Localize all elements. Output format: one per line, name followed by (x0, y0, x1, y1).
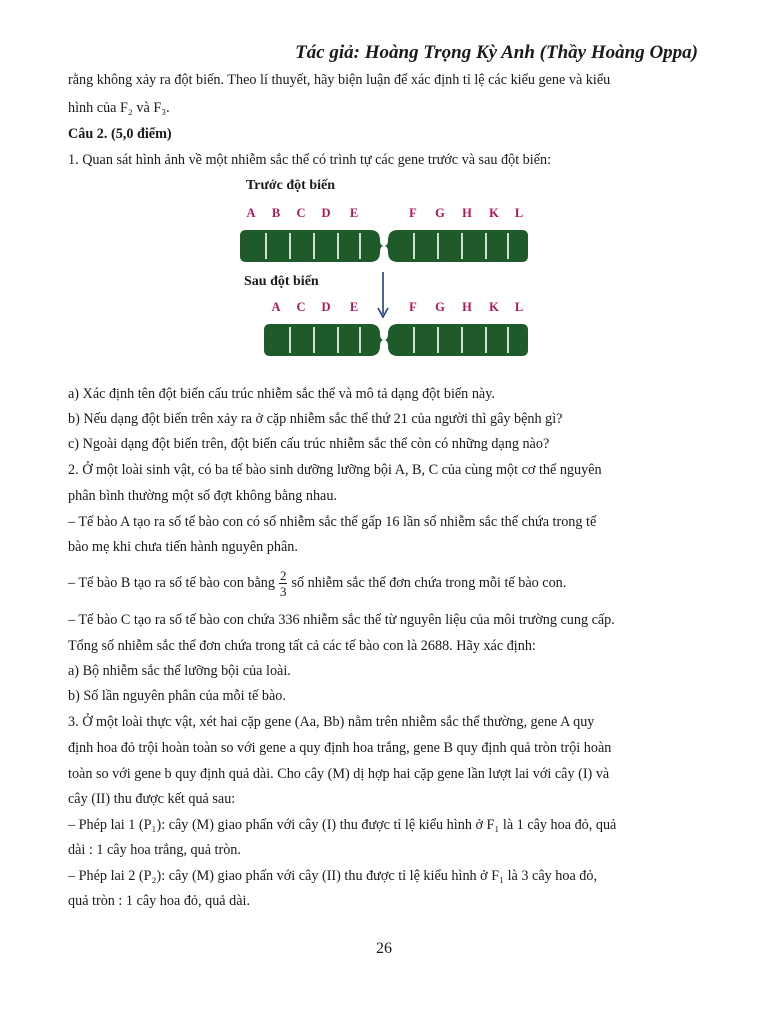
gene-label: C (296, 206, 306, 220)
cell-b-text-after: số nhiễm sắc thể đơn chứa trong mỗi tế bào con. (291, 575, 567, 591)
chromosome-before (238, 228, 530, 264)
intro-line-1: rằng không xảy ra đột biến. Theo lí thuyết, hãy biện luận để xác định tỉ lệ các kiểu gene và kiểu (68, 72, 611, 88)
gene-label: F (409, 206, 417, 220)
gene-label: B (271, 206, 281, 220)
gene-label: D (321, 206, 331, 220)
part2-line-7: Tổng số nhiễm sắc thể đơn chứa trong tất cả các tế bào con là 2688. Hãy xác định: (68, 638, 536, 654)
cell-b-text-before: – Tế bào B tạo ra số tế bào con bằng (68, 575, 275, 591)
before-mutation-label: Trước đột biến (246, 178, 336, 193)
gene-label: G (435, 206, 445, 220)
chromosome-after (262, 322, 530, 358)
fraction (279, 568, 288, 599)
part2-line-5 (68, 566, 698, 600)
part2-line-4: bào mẹ khi chưa tiến hành nguyên phân. (68, 539, 298, 555)
part3-line-3: toàn so với gene b quy định quả dài. Cho cây (M) dị hợp hai cặp gene lần lượt lai với cây (I) và (68, 766, 610, 782)
question-2-title: Câu 2. (5,0 điểm) (68, 126, 172, 142)
gene-label: F (409, 300, 417, 314)
page-number: 26 (376, 940, 392, 957)
part3-line-4: cây (II) thu được kết quả sau: (68, 791, 236, 807)
part3-line-5: – Phép lai 1 (P₁): cây (M) giao phấn với cây (I) thu được tỉ lệ kiểu hình ở F₁ là 1 cây hoa đỏ, quả (68, 817, 617, 833)
part1-question-c: c) Ngoài dạng đột biến trên, đột biến cấu trúc nhiễm sắc thể còn có những dạng nào? (68, 436, 550, 452)
gene-label: E (349, 300, 359, 314)
part1-prompt: 1. Quan sát hình ảnh về một nhiễm sắc thể có trình tự các gene trước và sau đột biến: (68, 152, 552, 168)
part3-line-2: định hoa đỏ trội hoàn toàn so với gene a quy định hoa trắng, gene B quy định quả tròn trội hoàn (68, 740, 612, 756)
part3-line-8: quả tròn : 1 cây hoa đỏ, quả dài. (68, 893, 251, 909)
part2-question-b: b) Số lần nguyên phân của mỗi tế bào. (68, 688, 286, 704)
gene-label: D (321, 300, 331, 314)
part1-question-a: a) Xác định tên đột biến cấu trúc nhiễm sắc thể và mô tả dạng đột biến này. (68, 386, 495, 402)
gene-label: C (296, 300, 306, 314)
gene-label: H (462, 206, 472, 220)
part2-line-2: phân bình thường một số đợt không bằng nhau. (68, 488, 337, 504)
gene-label: E (349, 206, 359, 220)
part1-question-b: b) Nếu dạng đột biến trên xảy ra ở cặp nhiễm sắc thể thứ 21 của người thì gây bệnh gì? (68, 411, 563, 427)
part3-line-1: 3. Ở một loài thực vật, xét hai cặp gene (Aa, Bb) nằm trên nhiễm sắc thể thường, gene A quy (68, 714, 595, 730)
part2-question-a: a) Bộ nhiễm sắc thể lưỡng bội của loài. (68, 663, 291, 679)
fraction-numerator: 2 (279, 568, 287, 584)
part2-line-3: – Tế bào A tạo ra số tế bào con có số nhiễm sắc thể gấp 16 lần số nhiễm sắc thể chứa trong tế (68, 514, 597, 530)
gene-label: H (462, 300, 472, 314)
part3-line-6: dài : 1 cây hoa trắng, quả tròn. (68, 842, 241, 858)
down-arrow-icon (375, 270, 391, 320)
gene-label: K (489, 300, 499, 314)
author-header: Tác giả: Hoàng Trọng Kỳ Anh (Thầy Hoàng Oppa) (295, 42, 698, 63)
intro-line-2: hình của F₂ và F₃. (68, 100, 170, 116)
gene-label: L (514, 206, 524, 220)
gene-label: K (489, 206, 499, 220)
gene-label: G (435, 300, 445, 314)
part2-line-6: – Tế bào C tạo ra số tế bào con chứa 336 nhiễm sắc thể từ nguyên liệu của môi trường cung cấp. (68, 612, 615, 628)
gene-label: A (246, 206, 256, 220)
part2-line-1: 2. Ở một loài sinh vật, có ba tế bào sinh dưỡng lưỡng bội A, B, C của cùng một cơ thể nguyên (68, 462, 602, 478)
part3-line-7: – Phép lai 2 (P₂): cây (M) giao phấn với cây (II) thu được tỉ lệ kiểu hình ở F₁ là 3 cây hoa đỏ, (68, 868, 598, 884)
after-mutation-label: Sau đột biến (244, 274, 319, 289)
gene-label: L (514, 300, 524, 314)
gene-label: A (271, 300, 281, 314)
fraction-denominator: 3 (279, 584, 287, 600)
